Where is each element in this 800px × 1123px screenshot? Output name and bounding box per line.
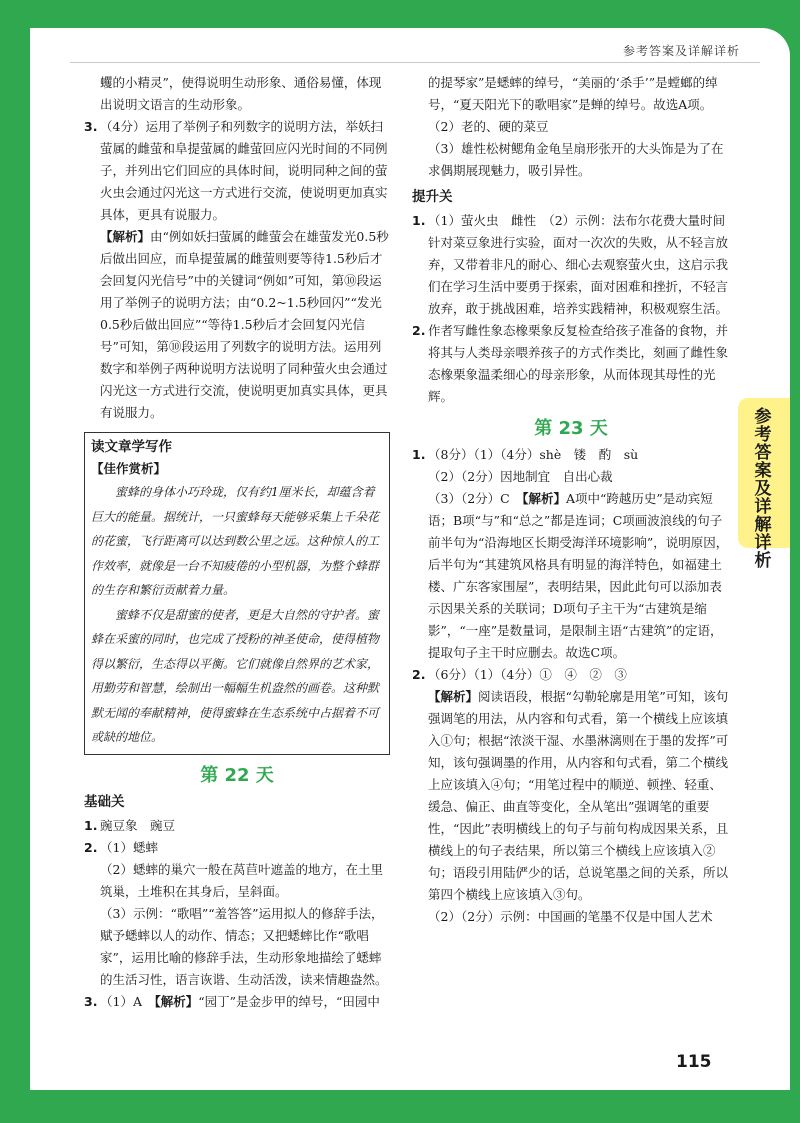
analysis-label: 【解析】 [100,229,151,244]
answer-part-3 [428,488,730,664]
writing-box [84,432,390,755]
answer-text: （3）（2分）C [428,491,523,506]
page-number: 115 [676,1052,712,1072]
advanced-item-2 [412,320,730,408]
analysis-paragraph [428,686,730,906]
answer-text: 作者写雌性象态橡栗象反复检查给孩子准备的食物，并将其与人类母亲喂养孩子的方式作类比，刻画了雌性象态橡栗象温柔细心的母亲形象，从而体现其母性的光辉。 [428,323,729,404]
essay-paragraph-1: 蜜蜂的身体小巧玲珑，仅有约1厘米长，却蕴含着巨大的能量。据统计，一只蜜蜂每天能够采集上千朵花的花蜜，飞行距离可以达到数公里之远。这种惊人的工作效率，就像是一台不知疲倦的小型机器，为整个蜂群的生存和繁衍贡献着力量。 [91,485,380,597]
answer-text: （1）萤火虫 雌性 （2）示例：法布尔花费大量时间针对菜豆象进行实验，面对一次次的失败，从不轻言放弃，又带着非凡的耐心、细心去观察萤火虫，这启示我们在学习生活中要勇于探索，面对困难和挫折，不轻言放弃，敢于挑战困难，培养实践精神，积极观察生活。 [428,213,729,316]
answer-text: （4分）运用了举例子和列数字的说明方法，举妖扫萤属的雌萤和阜提萤属的雌萤回应闪光时间的不同例子，并列出它们回应的具体时间，说明同种之间的萤火虫会通过闪光这一方式进行交流，使说明更加真实具体，更具有说服力。 [100,119,388,222]
answer-item-3 [84,116,390,226]
section-basic: 基础关 [84,793,125,810]
basic-item-2 [84,837,390,991]
basic-item-1 [84,815,390,837]
day-23-heading: 第 23 天 [534,418,608,439]
running-header: 参考答案及详解详析 [622,44,740,58]
day23-item-2 [412,664,730,928]
left-column [84,72,390,1013]
answer-continuation: 蠼的小精灵”，使得说明生动形象、通俗易懂，体现出说明文语言的生动形象。 [100,75,382,112]
analysis-text: “园丁”是金步甲的绰号，“田园中 [198,993,380,1009]
box-subtitle: 【佳作赏析】 [91,461,167,476]
answer-part-1: （8分）（1）（4分）shè 镂 酌 sù [428,447,639,462]
answer-part-2: （2）老的、硬的菜豆 [428,119,549,134]
answer-part-1: （1）蟋蟀 [100,839,158,855]
answer-part-2: （2）蟋蟀的巢穴一般在莴苣叶遮盖的地方，在土里筑巢，土堆积在其身后，呈斜面。 [100,861,383,899]
basic-item-3 [84,991,390,1013]
analysis-text: 由“例如妖扫萤属的雌萤会在雄萤发光0.5秒后做出回应，而阜提萤属的雌萤则要等待1.5秒后才会回复闪光信号”中的关键词“例如”可知，第⑩段运用了举例子的说明方法；由“0.2~1.5秒回闪”“发光0.5秒后做出回应”“等待1.5秒后才会回复闪光信号”可知，第⑩段运用了列数字的说明方法。运用列数字和举例子两种说明方法说明了同种萤火虫会通过闪光这一方式进行交流，使说明更加真实具体，更具有说服力。 [100,229,389,420]
item-number: 2. [412,667,426,682]
header-rule [70,62,760,63]
item-number: 3. [84,993,98,1009]
day-22-heading: 第 22 天 [200,764,274,786]
analysis-text: A项中“跨越历史”是动宾短语；B项“与”和“总之”都是连词；C项画波浪线的句子前半句为“沿海地区长期受海洋环境影响”，说明原因，后半句为“其建筑风格具有明显的海洋特色，如福建土楼、广东客家围屋”，表明结果，因此此句可以添加表示因果关系的关联词；D项句子主干为“古建筑是缩影”，“一座”是数量词，是限制主语“古建筑”的定语，提取句子主干时应删去。故选C项。 [428,491,729,660]
item-number: 2. [412,323,426,338]
answer-part-2: （2）（2分）示例：中国画的笔墨不仅是中国人艺术 [428,909,713,924]
answer-continuation: 的提琴家”是蟋蟀的绰号，“美丽的‘杀手’”是螳螂的绰号，“夏天阳光下的歌唱家”是蝉的绰号。故选A项。 [428,75,718,112]
right-column [412,72,730,928]
analysis-label: 【解析】 [154,993,199,1009]
analysis-text: 阅读语段，根据“勾勒轮廓是用笔”可知，该句强调笔的用法，从内容和句式看，第一个横线上应该填入①句；根据“浓淡干湿、水墨淋漓则在于墨的发挥”可知，该句强调墨的作用，从内容和句式看，第二个横线上应该填入④句；“用笔过程中的顺逆、顿挫、轻重、缓急、偏正、曲直等变化，全从笔出”强调笔的重要性，“因此”表明横线上的句子与前句构成因果关系，且横线上的句子表结果，所以第三个横线上应该填入②句；语段引用陆俨少的话，总说笔墨之间的关系，所以第四个横线上应该填入③句。 [428,689,729,902]
answer-part-3: （3）示例：“歌唱”“羞答答”运用拟人的修辞手法，赋予蟋蟀以人的动作、情态；又把蟋蟀比作“歌唱家”，运用比喻的修辞手法，生动形象地描绘了蟋蟀的生活习性，语言诙谐、生动活泼，读来情趣盎然。 [100,905,388,987]
answer-text: 豌豆象 豌豆 [100,817,176,833]
answer-text: （1）A [100,993,155,1009]
item-number: 1. [412,447,426,462]
side-tab-label: 参考答案及详解详析 [754,407,772,571]
analysis-paragraph [84,226,390,424]
answer-part-2: （2）（2分）因地制宜 自出心裁 [428,469,613,484]
answer-part-3: （3）雄性松树鳃角金龟呈扇形张开的大头饰是为了在求偶期展现魅力，吸引异性。 [428,141,724,178]
item-number: 3. [84,119,98,134]
essay-paragraph-2: 蜜蜂不仅是甜蜜的使者，更是大自然的守护者。蜜蜂在采蜜的同时，也完成了授粉的神圣使命，使得植物得以繁衍，生态得以平衡。它们就像自然界的艺术家，用勤劳和智慧，绘制出一幅幅生机盎然的画卷。这种默默无闻的奉献精神，使得蜜蜂在生态系统中占据着不可或缺的地位。 [91,607,380,744]
advanced-item-1 [412,210,730,320]
analysis-label: 【解析】 [522,491,566,506]
answer-part-1: （6分）（1）（4分）① ④ ② ③ [428,667,627,682]
day23-item-1 [412,444,730,664]
section-advanced: 提升关 [412,189,453,205]
analysis-label: 【解析】 [428,689,479,704]
item-number: 1. [84,817,98,833]
box-title: 读文章学写作 [91,439,172,455]
item-number: 2. [84,839,98,855]
item-number: 1. [412,213,426,228]
